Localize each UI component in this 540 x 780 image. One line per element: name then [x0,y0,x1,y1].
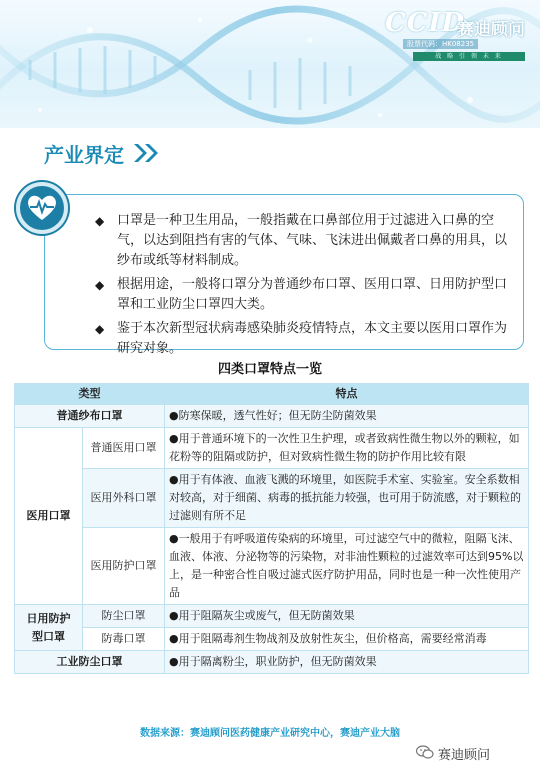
features-cell: ●一般用于有呼吸道传染病的环境里，可过滤空气中的微粒，阻隔飞沫、血液、体液、分泌物等的污染物，对非油性颗粒的过滤效率可达到95%以上，是一种密合性自吸过滤式医疗防护用品，同时也是一种一次性使用产品 [165,528,529,605]
table-row [15,405,529,428]
category-cell [15,605,83,651]
category-cell: 工业防尘口罩 [15,651,165,674]
definition-item [95,211,515,271]
features-cell: ●用于阻隔毒剂生物战剂及放射性灰尘，但价格高，需要经常消毒 [165,628,529,651]
table-row [15,605,529,628]
table-row [15,628,529,651]
subtype-cell: 医用外科口罩 [83,469,165,528]
definition-box [44,194,524,356]
diamond-bullet-icon: ◆ [95,214,105,228]
mask-types-table [14,383,529,674]
heart-pulse-icon [16,182,68,234]
diamond-bullet-icon: ◆ [95,278,105,292]
features-cell: ●用于有体液、血液飞溅的环境里，如医院手术室、实验室。安全系数相对较高，对于细菌、病毒的抵抗能力较强，也可用于防流感，对于颗粒的过滤则有所不足 [165,469,529,528]
category-cell: 医用口罩 [15,428,83,605]
diamond-bullet-icon: ◆ [95,322,105,336]
subtype-cell: 医用防护口罩 [83,528,165,605]
definition-text: 根据用途，一般将口罩分为普通纱布口罩、医用口罩、日用防护型口罩和工业防尘口罩四大类。 [117,277,508,312]
table-row [15,528,529,605]
header-features: 特点 [165,384,529,405]
header-type: 类型 [15,384,165,405]
double-chevron-right-icon [132,142,162,164]
category-line: 型口罩 [32,629,65,643]
table-row [15,469,529,528]
category-cell: 普通纱布口罩 [15,405,165,428]
definition-item [95,319,515,359]
brand-logo: CCID [385,8,466,38]
table-row [15,428,529,469]
subtype-cell: 普通医用口罩 [83,428,165,469]
wechat-icon [416,745,434,759]
definition-text: 鉴于本次新型冠状病毒感染肺炎疫情特点，本文主要以医用口罩作为研究对象。 [117,321,508,356]
features-cell: ●用于普通环境下的一次性卫生护理，或者致病性微生物以外的颗粒，如花粉等的阻隔或防护，但对致病性微生物的防护作用比较有限 [165,428,529,469]
definition-panel [16,182,524,356]
features-cell: ●用于阻隔灰尘或废气，但无防菌效果 [165,605,529,628]
features-cell: ●防寒保暖，透气性好；但无防尘防菌效果 [165,405,529,428]
table-header-row [15,384,529,405]
definition-text: 口罩是一种卫生用品，一般指戴在口鼻部位用于过滤进入口鼻的空气，以达到阻挡有害的气体、气味、飞沫进出佩戴者口鼻的用具，以纱布或纸等材料制成。 [117,213,508,268]
brand-name: 赛迪顾问 [457,20,525,40]
definition-list [95,211,515,363]
data-source-note: 数据来源：赛迪顾问医药健康产业研究中心，赛迪产业大脑 [140,728,400,739]
stock-code: 股票代码：HK08235 [403,39,478,49]
definition-item [95,275,515,315]
header-banner [0,0,540,128]
section-title: 产业界定 [44,143,124,167]
features-cell: ●用于隔离粉尘，职业防护，但无防菌效果 [165,651,529,674]
brand-block [385,8,535,60]
table-row [15,651,529,674]
category-line: 日用防护 [26,611,71,625]
subtype-cell: 防毒口罩 [83,628,165,651]
table-title: 四类口罩特点一览 [217,362,322,377]
brand-slogan: 战 略 引 领 未 来 [413,52,525,61]
subtype-cell: 防尘口罩 [83,605,165,628]
wechat-account-name: 赛迪顾问 [438,748,491,763]
